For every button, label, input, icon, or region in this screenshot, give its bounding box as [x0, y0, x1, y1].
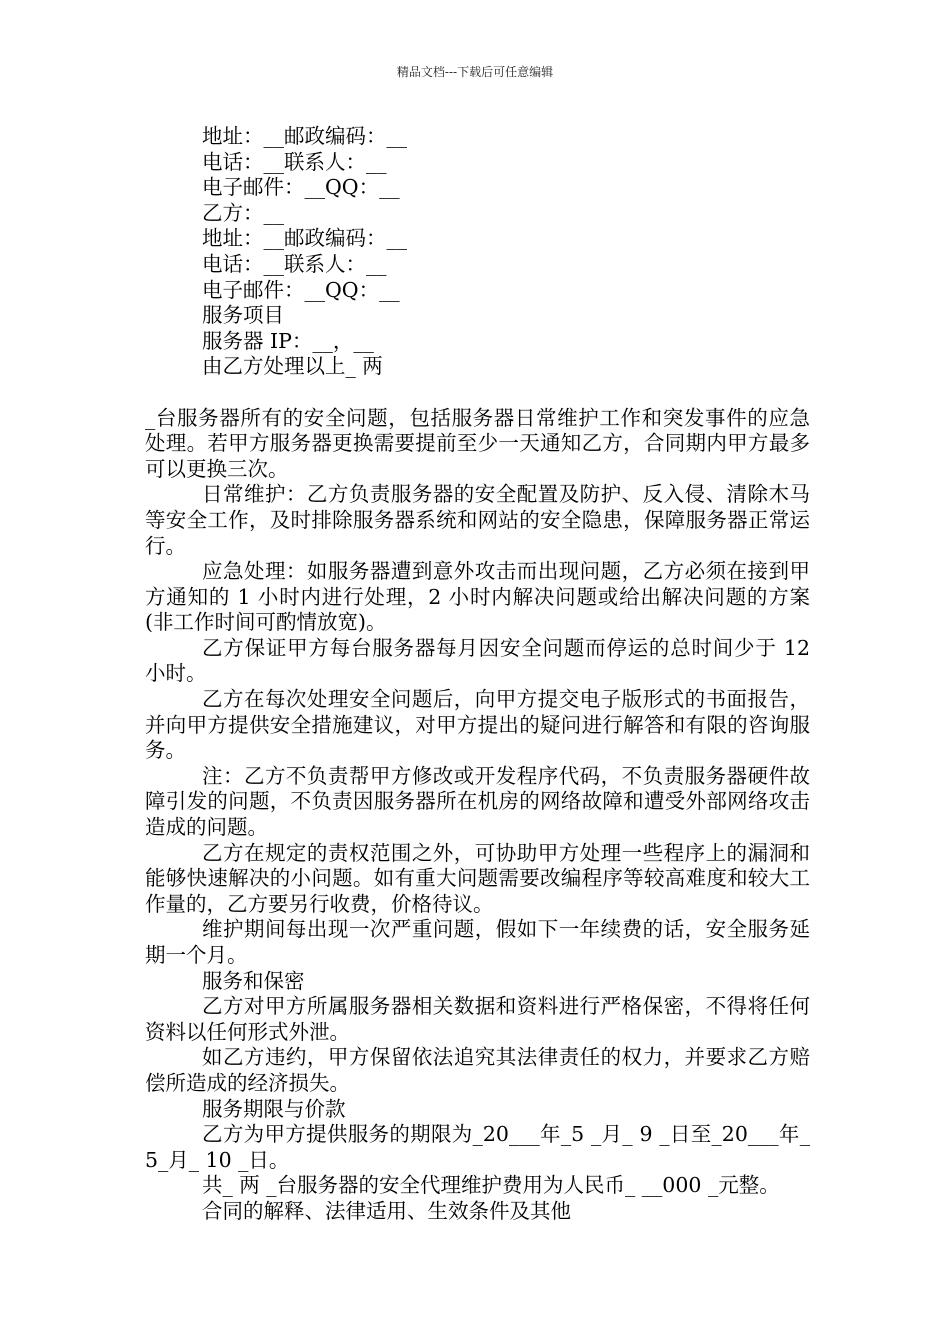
- paragraph-note: 注：乙方不负责帮甲方修改或开发程序代码，不负责服务器硬件故障引发的问题，不负责因服务器所在机房的网络故障和遭受外部网络攻击造成的问题。: [145, 763, 810, 840]
- section-heading-confidentiality: 服务和保密: [202, 968, 305, 993]
- section-heading-interpretation: 合同的解释、法律适用、生效条件及其他: [202, 1198, 571, 1223]
- paragraph-report: 乙方在每次处理安全问题后，向甲方提交电子版形式的书面报告，并向甲方提供安全措施建议，对甲方提出的疑问进行解答和有限的咨询服务。: [145, 687, 810, 763]
- page-header: 精品文档---下载后可任意编辑: [396, 65, 554, 79]
- paragraph-breach: 如乙方违约，甲方保留依法追究其法律责任的权力，并要求乙方赔偿所造成的经济损失。: [145, 1045, 810, 1095]
- section-heading-term-price: 服务期限与价款: [202, 1096, 346, 1121]
- paragraph-fee: 共_ 两 _台服务器的安全代理维护费用为人民币_ __000 _元整。: [202, 1173, 780, 1198]
- blank-line: [145, 380, 810, 406]
- paragraph-scope: _台服务器所有的安全问题，包括服务器日常维护工作和突发事件的应急处理。若甲方服务器更换需要提前至少一天通知乙方，合同期内甲方最多可以更换三次。: [145, 405, 810, 481]
- server-ip-line: 服务器 IP：__，__: [202, 328, 374, 353]
- paragraph-daily-maintenance: 日常维护：乙方负责服务器的安全配置及防护、反入侵、清除木马等安全工作，及时排除服务器系统和网站的安全隐患，保障服务器正常运行。: [145, 482, 810, 558]
- paragraph-confidentiality: 乙方对甲方所属服务器相关数据和资料进行严格保密，不得将任何资料以任何形式外泄。: [145, 994, 810, 1044]
- party-b-email-line: 电子邮件：__QQ：__: [202, 277, 400, 302]
- paragraph-term: 乙方为甲方提供服务的期限为_20___年_5 _月_ 9 _日至_20___年_ 5_月_ 10 _日。: [145, 1122, 810, 1172]
- document-body: [145, 124, 810, 1225]
- party-b-line: 乙方：__: [202, 200, 284, 225]
- party-a-phone-line: 电话：__联系人：__: [202, 149, 387, 174]
- server-count-line: 由乙方处理以上_ 两: [202, 354, 383, 379]
- section-heading-service-items: 服务项目: [202, 303, 284, 328]
- paragraph-downtime-guarantee: 乙方保证甲方每台服务器每月因安全问题而停运的总时间少于 12 小时。: [145, 635, 810, 686]
- paragraph-emergency: 应急处理：如服务器遭到意外攻击而出现问题，乙方必须在接到甲方通知的 1 小时内进行处理，2 小时内解决问题或给出解决问题的方案(非工作时间可酌情放宽)。: [145, 559, 810, 635]
- paragraph-extra-work: 乙方在规定的责权范围之外，可协助甲方处理一些程序上的漏洞和能够快速解决的小问题。如有重大问题需要改编程序等较高难度和较大工作量的，乙方要另行收费，价格待议。: [145, 840, 810, 916]
- party-a-address-line: 地址：__邮政编码：__: [202, 124, 407, 148]
- paragraph-extension: 维护期间每出现一次严重问题，假如下一年续费的话，安全服务延期一个月。: [145, 917, 810, 967]
- party-b-phone-line: 电话：__联系人：__: [202, 251, 387, 276]
- party-a-email-line: 电子邮件：__QQ：__: [202, 175, 400, 200]
- party-b-address-line: 地址：__邮政编码：__: [202, 226, 407, 251]
